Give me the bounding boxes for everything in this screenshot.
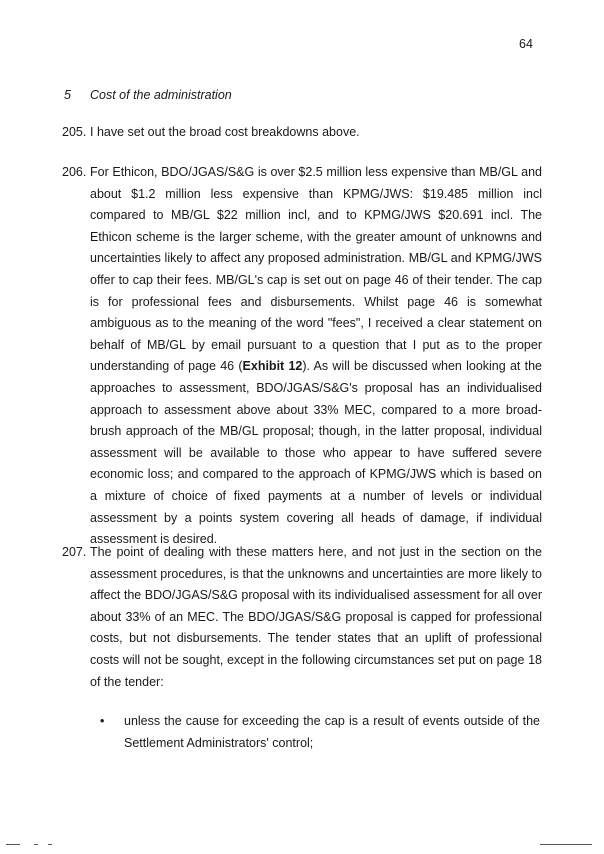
paragraph-206 [62,162,542,551]
paragraph-205 [62,122,542,144]
scan-mark [6,844,20,845]
paragraph-number: 207. [62,545,87,559]
section-title: Cost of the administration [90,88,232,102]
section-heading [64,88,232,102]
paragraph-text: I have set out the broad cost breakdowns above. [90,125,360,139]
paragraph-number: 206. [62,165,87,179]
bullet-icon: • [100,714,105,728]
paragraph-text: The point of dealing with these matters here, and not just in the section on the assessment procedures, is that the unknowns and uncertainties are more likely to affect the BDO/JGAS/S&G proposal with its individualised assessment for all over about 33% of an MEC. The BDO/JGAS/S&G proposal is capped for professional costs, but not disbursements. The tender states that an uplift of professional costs will not be sought, except in the following circumstances set put on page 18 of the tender: [90,545,542,689]
page-number: 64 [519,37,533,51]
exhibit-reference: Exhibit 12 [242,359,303,374]
bullet-text: unless the cause for exceeding the cap is a result of events outside of the Settlement Administrators' control; [124,714,540,750]
section-number: 5 [64,88,71,102]
scan-footer-marks [0,840,604,850]
scan-mark [540,844,592,845]
bullet-item [100,711,540,754]
paragraph-text-part: For Ethicon, BDO/JGAS/S&G is over $2.5 million less expensive than MB/GL and about $1.2 million less expensive than KPMG/JWS: $19.485 million incl compared to MB/GL $22 million incl, and to KPMG/JWS $20.691 incl. The Ethicon scheme is the larger scheme, with the greater amount of unknowns and uncertainties likely to affect any proposed administration. MB/GL and KPMG/JWS offer to cap their fees. MB/GL's cap is set out on page 46 of their tender. The cap is for professional fees and disbursements. Whilst page 46 is somewhat ambiguous as to the meaning of the word "fees", I received a clear statement on behalf of MB/GL by email pursuant to a question that I put as to the proper understanding of page 46 ( [90,165,542,374]
scan-mark [34,844,38,845]
paragraph-text [62,162,542,551]
paragraph-number: 205. [62,125,87,139]
scan-mark [48,844,52,845]
paragraph-text-part: ). As will be discussed when looking at the approaches to assessment, BDO/JGAS/S&G's proposal has an individualised approach to assessment above about 33% MEC, compared to a more broad-brush approach of the MB/GL proposal; though, in the latter proposal, individual assessment will be available to those who appear to have suffered severe economic loss; and compared to the approach of KPMG/JWS which is based on a mixture of choice of fixed payments at a number of levels or individual assessment by a points system covering all heads of damage, if individual assessment is desired. [90,359,543,547]
paragraph-207 [62,542,542,693]
